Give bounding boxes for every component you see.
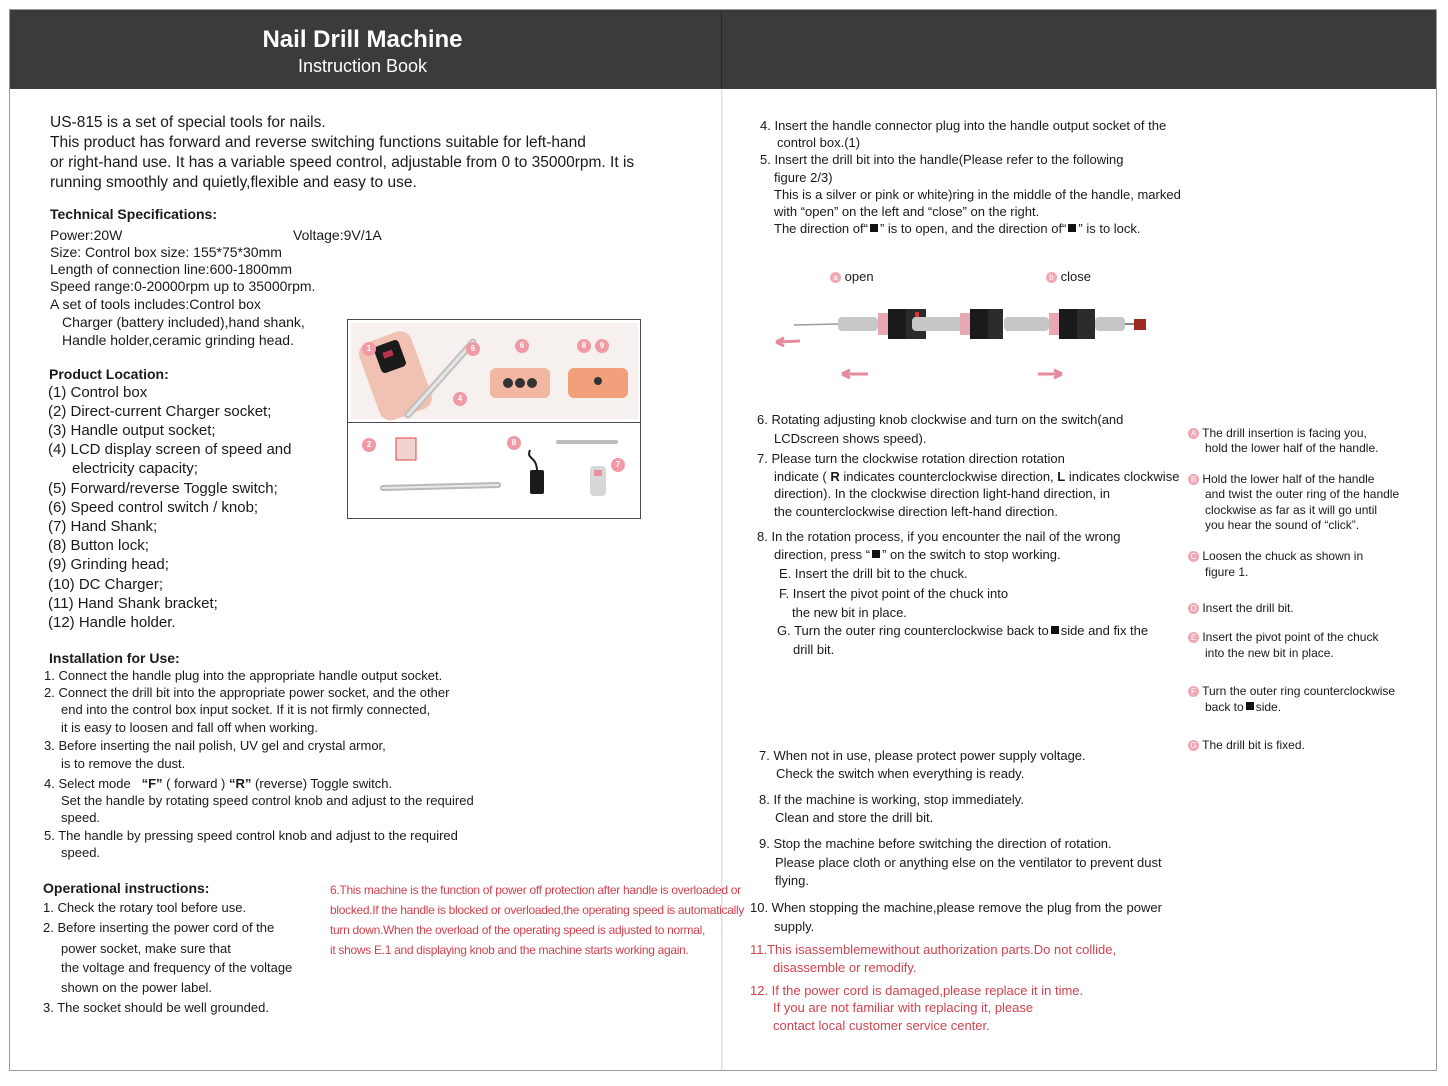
location-item: (5) Forward/reverse Toggle switch; (48, 480, 278, 497)
intro-line: US-815 is a set of special tools for nails. (50, 114, 326, 131)
close-badge: b (1046, 272, 1057, 283)
spec-power: Power:20W (50, 227, 123, 243)
bottom-step-line: 10. When stopping the machine,please remove the plug from the power (750, 900, 1162, 915)
side-note-text: and twist the outer ring of the handle (1205, 487, 1400, 501)
install-line: 2. Connect the drill bit into the appropriate power socket, and the other (44, 685, 450, 700)
oper-line: shown on the power label. (61, 980, 213, 995)
step8-g-line: drill bit. (793, 642, 835, 657)
header-fold (721, 10, 722, 89)
step8-g-line (777, 623, 1148, 638)
page-fold (721, 90, 723, 1070)
oper-line: power socket, make sure that (61, 941, 231, 956)
handle-diagram (770, 265, 1170, 385)
open-badge: a (830, 272, 841, 283)
mode-r: R (235, 776, 245, 791)
side-badge: G (1188, 740, 1199, 751)
install-line: speed. (61, 845, 101, 860)
location-item: (6) Speed control switch / knob; (48, 499, 259, 516)
direction-line (774, 221, 1141, 236)
red-note-line: 6.This machine is the function of power off protection after handle is overloaded or (330, 883, 741, 897)
figure-callout: 6 (466, 342, 480, 356)
side-note-text: Insert the drill bit. (1202, 601, 1294, 615)
step6-line: 6. Rotating adjusting knob clockwise and turn on the switch(and (757, 412, 1124, 427)
step-line: figure 2/3) (774, 170, 833, 185)
side-note-g (1188, 738, 1305, 752)
mode-reverse: (reverse) Toggle switch. (255, 776, 393, 791)
side-note-f2 (1205, 700, 1281, 714)
spec-line: Speed range:0-20000rpm up to 35000rpm. (50, 278, 316, 294)
install-heading: Installation for Use: (49, 650, 180, 666)
product-figure (347, 319, 641, 519)
spec-line: Handle holder,ceramic grinding head. (62, 332, 294, 348)
figure-callout: 9 (595, 339, 609, 353)
oper-line: 2. Before inserting the power cord of the (43, 920, 275, 935)
location-item: (4) LCD display screen of speed and (48, 441, 292, 458)
install-line: Set the handle by rotating speed control knob and adjust to the required (61, 793, 474, 808)
figure-callout: 8 (577, 339, 591, 353)
step-line: control box.(1) (777, 135, 861, 150)
open-text: open (844, 269, 874, 284)
stop-square-icon (1051, 626, 1059, 634)
figure-callout: 6 (515, 339, 529, 353)
red-bottom-line: If you are not familiar with replacing it, please (773, 1000, 1034, 1015)
side-note-text: Insert the pivot point of the chuck (1202, 630, 1379, 644)
oper-line: 3. The socket should be well grounded. (43, 1000, 269, 1015)
step8-text: ” on the switch to stop working. (882, 547, 1061, 562)
step-line: This is a silver or pink or white)ring in the middle of the handle, marked (774, 187, 1181, 202)
install-line: end into the control box input socket. If it is not firmly connected, (61, 702, 431, 717)
red-bottom-line: 12. If the power cord is damaged,please replace it in time. (750, 983, 1084, 998)
step-line: with “open” on the left and “close” on the right. (774, 204, 1040, 219)
step8-sub: the new bit in place. (792, 605, 907, 620)
figure-callout: 2 (362, 438, 376, 452)
side-badge: A (1188, 428, 1199, 439)
side-note-text: you hear the sound of “click”. (1205, 518, 1360, 532)
location-item: (11) Hand Shank bracket; (48, 595, 218, 612)
side-badge: C (1188, 551, 1199, 562)
bottom-step-line: 9. Stop the machine before switching the direction of rotation. (759, 836, 1112, 851)
side-badge: B (1188, 474, 1199, 485)
side-note-a (1188, 426, 1367, 440)
step6-line: LCDscreen shows speed). (774, 431, 927, 446)
location-item: (8) Button lock; (48, 537, 149, 554)
location-heading: Product Location: (49, 366, 169, 382)
step7-text: indicates clockwise (1068, 469, 1180, 484)
step-line: 5. Insert the drill bit into the handle(Please refer to the following (760, 152, 1124, 167)
install-line: is to remove the dust. (61, 756, 186, 771)
step7-text: indicate ( (774, 469, 827, 484)
step8-sub: F. Insert the pivot point of the chuck into (779, 586, 1009, 601)
side-badge: E (1188, 632, 1199, 643)
step7-line: direction). In the clockwise direction light-hand direction, in (774, 486, 1111, 501)
side-badge: D (1188, 603, 1199, 614)
install-line: it is easy to loosen and fall off when working. (61, 720, 319, 735)
close-text: close (1060, 269, 1091, 284)
mode-f: F (148, 776, 157, 791)
spec-line: A set of tools includes:Control box (50, 296, 261, 312)
stop-square-icon (870, 224, 878, 232)
install-line: 3. Before inserting the nail polish, UV gel and crystal armor, (44, 738, 386, 753)
red-bottom-line: disassemble or remodify. (773, 960, 917, 975)
install-line: 5. The handle by pressing speed control knob and adjust to the required (44, 828, 458, 843)
bottom-step-line: 7. When not in use, please protect power supply voltage. (759, 748, 1086, 763)
side-note-text: Turn the outer ring counterclockwise (1202, 684, 1396, 698)
side-note-f (1188, 684, 1395, 698)
spec-line: Size: Control box size: 155*75*30mm (50, 244, 282, 260)
figure-divider (348, 422, 640, 423)
figure-callout: 8 (507, 436, 521, 450)
bottom-step-line: 8. If the machine is working, stop immediately. (759, 792, 1024, 807)
bottom-step-line: Clean and store the drill bit. (775, 810, 934, 825)
bottom-step-line: Check the switch when everything is ready. (776, 766, 1025, 781)
bottom-step-line: flying. (775, 873, 809, 888)
red-note-line: turn down.When the overload of the operating speed is adjusted to normal, (330, 923, 706, 937)
red-bottom-line: contact local customer service center. (773, 1018, 990, 1033)
step8-sub: E. Insert the drill bit to the chuck. (779, 566, 968, 581)
red-note-line: blocked.If the handle is blocked or overloaded,the operating speed is automatically (330, 903, 745, 917)
oper-line: the voltage and frequency of the voltage (61, 960, 293, 975)
figure-callout: 1 (362, 342, 376, 356)
direction-text: ” is to open, and the direction of“ (879, 221, 1067, 236)
location-item: (12) Handle holder. (48, 614, 176, 631)
side-note-text: figure 1. (1205, 565, 1249, 579)
page-title: Nail Drill Machine (262, 26, 463, 53)
side-note-text: The drill bit is fixed. (1202, 738, 1305, 752)
install-line: 1. Connect the handle plug into the appropriate handle output socket. (44, 668, 443, 683)
step8-line: 8. In the rotation process, if you encounter the nail of the wrong (757, 529, 1121, 544)
location-item: electricity capacity; (72, 460, 198, 477)
step8-text: side and fix the (1060, 623, 1149, 638)
side-note-text: Loosen the chuck as shown in (1202, 549, 1364, 563)
location-item: (1) Control box (48, 384, 148, 401)
red-note-line: it shows E.1 and displaying knob and the machine starts working again. (330, 943, 689, 957)
red-bottom-line: 11.This isassemblemewithout authorization parts.Do not collide, (750, 942, 1117, 957)
location-item: (10) DC Charger; (48, 576, 164, 593)
figure-callout: 4 (453, 392, 467, 406)
stop-square-icon (1246, 702, 1254, 710)
intro-line: This product has forward and reverse switching functions suitable for left-hand (50, 134, 586, 151)
step7-indicate-line (774, 469, 1179, 484)
direction-text: ” is to lock. (1078, 221, 1141, 236)
step7-l: L (1057, 469, 1066, 484)
side-note-text: side. (1255, 700, 1282, 714)
spec-voltage: Voltage:9V/1A (293, 227, 382, 243)
side-note-text: Hold the lower half of the handle (1202, 472, 1375, 486)
step8-text: direction, press “ (774, 547, 871, 562)
step8-text: G. Turn the outer ring counterclockwise back to (777, 623, 1049, 638)
side-note-e (1188, 630, 1378, 644)
side-note-b (1188, 472, 1374, 486)
step7-line: the counterclockwise direction left-hand direction. (774, 504, 1058, 519)
location-item: (9) Grinding head; (48, 556, 169, 573)
intro-line: running smoothly and quietly,flexible and easy to use. (50, 174, 417, 191)
location-item: (2) Direct-current Charger socket; (48, 403, 272, 420)
step-line: 4. Insert the handle connector plug into the handle output socket of the (760, 118, 1167, 133)
location-item: (7) Hand Shank; (48, 518, 158, 535)
spec-line: Length of connection line:600-1800mm (50, 261, 293, 277)
side-note-text: into the new bit in place. (1205, 646, 1334, 660)
stop-square-icon (1068, 224, 1076, 232)
bottom-step-line: supply. (774, 919, 815, 934)
spec-heading: Technical Specifications: (50, 206, 218, 222)
side-badge: F (1188, 686, 1199, 697)
location-item: (3) Handle output socket; (48, 422, 216, 439)
side-note-text: back to (1205, 700, 1244, 714)
page-subtitle: Instruction Book (297, 56, 428, 76)
bottom-step-line: Please place cloth or anything else on the ventilator to prevent dust (775, 855, 1162, 870)
side-note-d (1188, 601, 1294, 615)
spec-line: Charger (battery included),hand shank, (62, 314, 305, 330)
step7-r: R (830, 469, 840, 484)
side-note-c (1188, 549, 1363, 563)
step8-press-line (774, 547, 1061, 562)
step7-text: indicates counterclockwise direction, (843, 469, 1054, 484)
side-note-text: The drill insertion is facing you, (1202, 426, 1367, 440)
side-note-text: clockwise as far as it will go until (1205, 503, 1378, 517)
intro-line: or right-hand use. It has a variable speed control, adjustable from 0 to 35000rpm. It is (50, 154, 635, 171)
install-line: speed. (61, 810, 101, 825)
oper-line: 1. Check the rotary tool before use. (43, 900, 247, 915)
side-note-text: hold the lower half of the handle. (1205, 441, 1379, 455)
stop-square-icon (872, 550, 880, 558)
direction-text: The direction of“ (774, 221, 868, 236)
step7-line: 7. Please turn the clockwise rotation direction rotation (757, 451, 1065, 466)
mode-forward: ( forward ) (166, 776, 226, 791)
figure-callout: 7 (611, 458, 625, 472)
install-mode-line: 4. Select mode “F” ( forward ) “R” (reverse) Toggle switch. (44, 776, 393, 791)
install-mode-prefix: 4. Select mode (44, 776, 131, 791)
oper-heading: Operational instructions: (43, 880, 210, 896)
